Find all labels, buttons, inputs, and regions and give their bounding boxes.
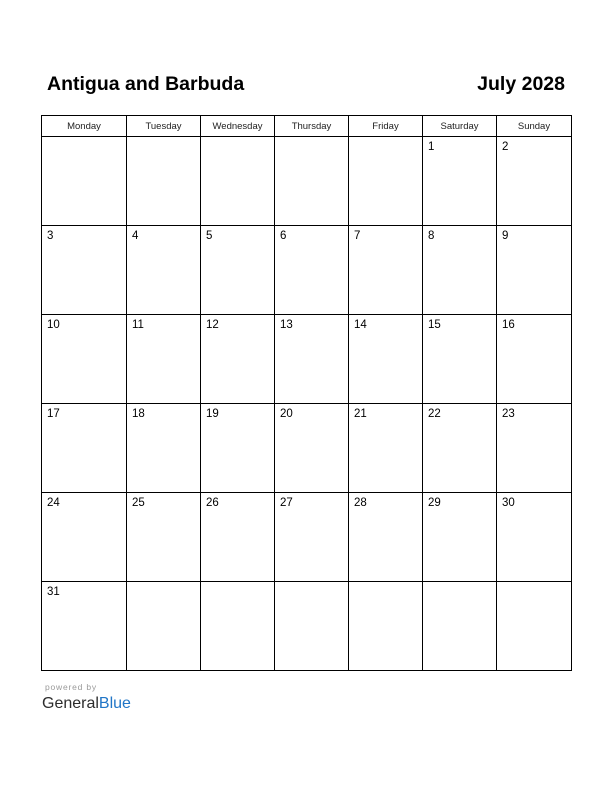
week-row (42, 137, 572, 226)
day-cell (201, 404, 275, 493)
weekday-header: Saturday (423, 116, 497, 137)
day-number: 8 (428, 230, 435, 242)
day-cell (127, 137, 201, 226)
day-number: 4 (132, 230, 139, 242)
day-cell (423, 404, 497, 493)
day-number: 31 (47, 586, 60, 598)
country-title: Antigua and Barbuda (47, 73, 245, 95)
day-cell (423, 137, 497, 226)
day-number: 1 (428, 141, 435, 153)
weekday-header-row (42, 116, 572, 137)
day-cell (423, 493, 497, 582)
day-number: 5 (206, 230, 213, 242)
day-number (42, 137, 126, 141)
day-number: 20 (280, 408, 293, 420)
day-number: 6 (280, 230, 287, 242)
day-number (275, 582, 348, 586)
day-cell (127, 493, 201, 582)
month-year-title: July 2028 (477, 73, 565, 95)
day-number (423, 582, 496, 586)
day-number: 28 (354, 497, 367, 509)
day-number: 21 (354, 408, 367, 420)
day-number: 10 (47, 319, 60, 331)
day-cell (349, 404, 423, 493)
day-cell (275, 404, 349, 493)
day-cell (349, 493, 423, 582)
day-cell (42, 315, 127, 404)
weekday-header: Sunday (497, 116, 572, 137)
brand-general-text: General (42, 695, 99, 712)
day-number: 16 (502, 319, 515, 331)
day-number: 13 (280, 319, 293, 331)
day-cell (42, 582, 127, 671)
day-cell (201, 493, 275, 582)
day-number: 29 (428, 497, 441, 509)
day-number: 24 (47, 497, 60, 509)
day-number (127, 137, 200, 141)
day-cell (127, 404, 201, 493)
day-cell (349, 137, 423, 226)
day-cell (497, 493, 572, 582)
day-cell (275, 582, 349, 671)
week-row (42, 226, 572, 315)
day-number (349, 137, 422, 141)
day-number: 19 (206, 408, 219, 420)
day-cell (497, 582, 572, 671)
day-cell (349, 582, 423, 671)
day-cell (201, 137, 275, 226)
day-number: 15 (428, 319, 441, 331)
day-cell (201, 582, 275, 671)
day-number (275, 137, 348, 141)
day-number: 27 (280, 497, 293, 509)
day-number: 14 (354, 319, 367, 331)
day-cell (497, 404, 572, 493)
weekday-header: Wednesday (201, 116, 275, 137)
day-number: 30 (502, 497, 515, 509)
day-number: 22 (428, 408, 441, 420)
day-number: 3 (47, 230, 54, 242)
week-row (42, 404, 572, 493)
day-number: 12 (206, 319, 219, 331)
day-cell (127, 315, 201, 404)
day-cell (275, 493, 349, 582)
weekday-header: Thursday (275, 116, 349, 137)
day-number (127, 582, 200, 586)
day-cell (42, 226, 127, 315)
day-cell (275, 315, 349, 404)
day-number (349, 582, 422, 586)
brand-blue-text: Blue (98, 695, 131, 712)
weekday-header: Friday (349, 116, 423, 137)
day-number (201, 582, 274, 586)
calendar-grid (41, 115, 572, 671)
week-row (42, 493, 572, 582)
day-cell (42, 493, 127, 582)
day-cell (349, 315, 423, 404)
day-number: 7 (354, 230, 361, 242)
day-cell (275, 137, 349, 226)
day-cell (127, 582, 201, 671)
day-cell (423, 226, 497, 315)
week-row (42, 582, 572, 671)
day-cell (423, 582, 497, 671)
generalblue-logo[interactable] (42, 694, 131, 714)
day-cell (497, 226, 572, 315)
day-cell (201, 226, 275, 315)
weekday-header: Monday (42, 116, 127, 137)
day-number: 23 (502, 408, 515, 420)
day-number: 18 (132, 408, 145, 420)
day-cell (42, 404, 127, 493)
day-number: 25 (132, 497, 145, 509)
day-cell (127, 226, 201, 315)
day-number: 26 (206, 497, 219, 509)
day-cell (349, 226, 423, 315)
day-number (497, 582, 571, 586)
powered-by-label: powered by (45, 682, 97, 692)
day-number: 17 (47, 408, 60, 420)
day-number: 9 (502, 230, 509, 242)
day-cell (497, 137, 572, 226)
day-cell (497, 315, 572, 404)
day-cell (423, 315, 497, 404)
day-cell (201, 315, 275, 404)
day-number: 2 (502, 141, 509, 153)
week-row (42, 315, 572, 404)
weekday-header: Tuesday (127, 116, 201, 137)
day-number (201, 137, 274, 141)
day-cell (275, 226, 349, 315)
day-cell (42, 137, 127, 226)
day-number: 11 (132, 319, 144, 331)
